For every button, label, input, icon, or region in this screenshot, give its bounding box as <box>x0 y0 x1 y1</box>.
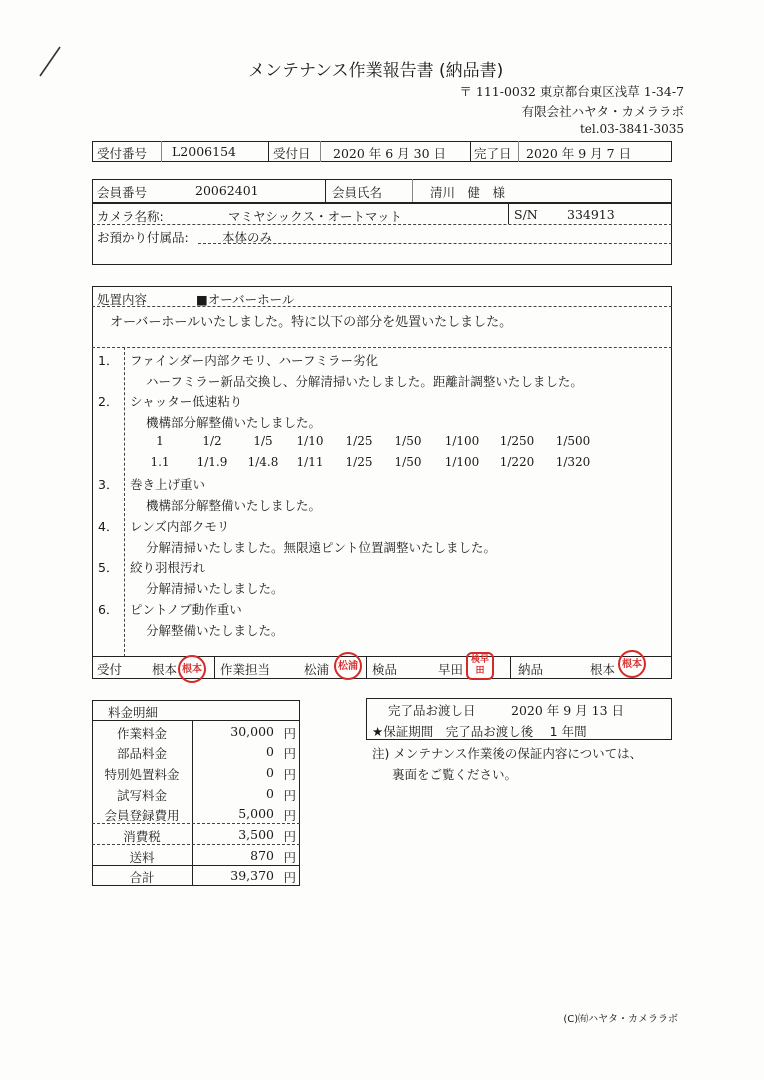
warranty-info: ★保証期間 完了品お渡し後 1 年間 <box>372 724 587 739</box>
speed-measured: 1/100 <box>444 455 480 469</box>
receipt-date-label: 受付日 <box>273 146 311 161</box>
fee-unit: 円 <box>283 850 296 865</box>
member-no: 20062401 <box>195 183 259 198</box>
complete-date-label: 完了日 <box>474 146 512 161</box>
speed-nominal: 1 <box>156 434 164 448</box>
fee-unit: 円 <box>283 726 296 741</box>
speed-nominal: 1/50 <box>394 434 422 448</box>
item-title: レンズ内部クモリ <box>130 519 230 534</box>
fee-value: 39,370 <box>230 868 274 883</box>
document-title: メンテナンス作業報告書 (納品書) <box>248 61 504 81</box>
member-no-label: 会員番号 <box>97 185 148 200</box>
speed-measured: 1/220 <box>499 455 535 469</box>
item-detail: 分解清掃いたしました。無限遠ピント位置調整いたしました。 <box>146 540 497 555</box>
worker-label: 作業担当 <box>220 662 271 677</box>
inspection-staff: 早田 <box>438 662 464 677</box>
item-title: 巻き上げ重い <box>130 477 206 492</box>
fee-row <box>92 763 300 783</box>
reception-label: 受付 <box>97 662 123 677</box>
item-number: 1． <box>98 353 119 368</box>
fee-total-row <box>92 866 300 886</box>
item-number: 6． <box>98 602 119 617</box>
fee-row <box>92 846 300 866</box>
item-detail: ハーフミラー新品交換し、分解清掃いたしました。距離計調整いたしました。 <box>146 374 583 389</box>
camera-label: カメラ名称: <box>97 209 164 224</box>
fee-label: 部品料金 <box>116 746 167 761</box>
item-number: 2． <box>98 394 119 409</box>
treatment-type: ■オーバーホール <box>196 292 295 307</box>
delivery-label: 納品 <box>518 662 544 677</box>
speed-measured: 1/1.9 <box>196 455 228 469</box>
fee-unit: 円 <box>283 746 296 761</box>
warranty-note: 注) メンテナンス作業後の保証内容については、 <box>372 746 643 761</box>
accessories: 本体のみ <box>222 230 273 245</box>
item-title: 絞り羽根汚れ <box>130 560 206 575</box>
speed-nominal: 1/500 <box>555 434 591 448</box>
fee-value: 0 <box>266 786 274 801</box>
fee-value: 0 <box>266 744 274 759</box>
speed-nominal: 1/5 <box>253 434 273 448</box>
speed-measured: 1.1 <box>150 455 170 469</box>
fee-unit: 円 <box>283 767 296 782</box>
item-detail: 機構部分解整備いたしました。 <box>146 415 322 430</box>
serial-label: S/N <box>514 207 538 222</box>
speed-nominal: 1/250 <box>499 434 535 448</box>
copyright: (C)㈲ハヤタ・カメララボ <box>563 1014 678 1025</box>
fee-unit: 円 <box>283 788 296 803</box>
item-number: 3． <box>98 477 119 492</box>
reception-staff: 根本 <box>152 662 178 677</box>
company-name: 有限会社ハヤタ・カメララボ <box>521 104 684 119</box>
speed-nominal: 1/25 <box>345 434 373 448</box>
speed-measured: 1/4.8 <box>247 455 279 469</box>
inspection-label: 検品 <box>372 662 398 677</box>
fee-unit: 円 <box>283 808 296 823</box>
speed-measured: 1/11 <box>296 455 324 469</box>
item-number: 4． <box>98 519 119 534</box>
fee-row <box>92 784 300 804</box>
item-title: ファインダー内部クモリ、ハーフミラー劣化 <box>130 353 379 368</box>
pen-mark <box>34 44 64 80</box>
warranty-note: 裏面をご覧ください。 <box>392 767 518 782</box>
delivery-date: 2020 年 9 月 13 日 <box>511 703 625 718</box>
fee-row <box>92 825 300 845</box>
item-title: シャッター低速粘り <box>130 394 243 409</box>
item-detail: 分解整備いたしました。 <box>146 623 284 638</box>
fee-label: 会員登録費用 <box>104 808 180 823</box>
fee-unit: 円 <box>283 829 296 844</box>
fee-label: 作業料金 <box>116 726 167 741</box>
company-address: 〒 111-0032 東京都台東区浅草 1-34-7 <box>459 84 684 99</box>
accessories-label: お預かり付属品: <box>97 230 189 245</box>
camera-name: マミヤシックス・オートマット <box>228 209 403 224</box>
speeds-nominal-row <box>130 434 630 450</box>
fee-unit: 円 <box>283 870 296 885</box>
fee-label: 合計 <box>129 870 155 885</box>
seal-stamp: 検早田 <box>466 652 494 680</box>
fee-row <box>92 742 300 762</box>
speed-nominal: 1/2 <box>202 434 222 448</box>
item-title: ピントノブ動作重い <box>130 602 242 617</box>
speed-measured: 1/50 <box>394 455 422 469</box>
fee-value: 5,000 <box>238 806 274 821</box>
speed-nominal: 1/100 <box>444 434 480 448</box>
member-name: 清川 健 様 <box>430 185 506 200</box>
fee-value: 3,500 <box>238 827 274 842</box>
worker-staff: 松浦 <box>304 662 330 677</box>
fee-value: 0 <box>266 765 274 780</box>
item-detail: 機構部分解整備いたしました。 <box>146 498 322 513</box>
complete-date: 2020 年 9 月 7 日 <box>526 146 632 161</box>
fee-value: 30,000 <box>230 724 274 739</box>
receipt-date: 2020 年 6 月 30 日 <box>333 146 447 161</box>
speed-measured: 1/320 <box>555 455 591 469</box>
speed-measured: 1/25 <box>345 455 373 469</box>
treatment-label: 処置内容 <box>97 292 148 307</box>
item-number: 5． <box>98 560 119 575</box>
fee-value: 870 <box>250 848 274 863</box>
speeds-measured-row <box>130 455 630 471</box>
item-detail: 分解清掃いたしました。 <box>146 581 284 596</box>
delivery-date-label: 完了品お渡し日 <box>388 703 476 718</box>
delivery-staff: 根本 <box>590 662 616 677</box>
company-tel: tel.03-3841-3035 <box>579 122 684 136</box>
seal-stamp: 根本 <box>178 655 206 683</box>
fee-label: 消費税 <box>123 829 161 844</box>
serial-number: 334913 <box>567 207 615 222</box>
fee-row <box>92 722 300 742</box>
member-name-label: 会員氏名 <box>332 185 383 200</box>
speed-nominal: 1/10 <box>296 434 324 448</box>
treatment-summary: オーバーホールいたしました。特に以下の部分を処置いたしました。 <box>110 315 513 330</box>
fee-table-title: 料金明細 <box>108 705 159 720</box>
fee-label: 送料 <box>129 850 155 865</box>
fee-label: 試写料金 <box>116 788 167 803</box>
fee-row <box>92 804 300 824</box>
fee-label: 特別処置料金 <box>104 767 180 782</box>
receipt-no-label: 受付番号 <box>97 146 148 161</box>
seal-stamp: 松浦 <box>334 652 362 680</box>
seal-stamp: 根本 <box>618 650 646 678</box>
receipt-no: L2006154 <box>172 144 236 159</box>
